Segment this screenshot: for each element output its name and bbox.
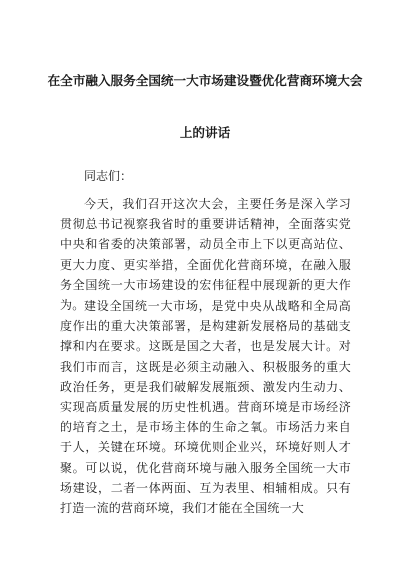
salutation: 同志们： <box>84 169 133 183</box>
paragraph-text: 建设全国统一大市场，是党中央从战略和全局高度作出的重大决策部署，是构建新发展格局的基础支撑和内在要求。这既是国之大者，也是发展大计。对我们市而言，这既是必须主动融入、积极服务的重大政治任务，更是我们破解发展瓶颈、激发内生动力、实现高质量发展的历史性机遇。营商环境是市场经济的培育之土，是市场主体的生命之氧。市场活力来自于人，关键在环境。环境优则企业兴，环境好则人才聚。可以说，优化营商环境与融入服务全国统一大市场建设，二者一体两面、互为表里、相辅相成。只有打造一流的营商环境，我们才能在全国统一大 <box>60 299 351 516</box>
paragraph-text: 今天，我们召开这次大会，主要任务是深入学习贯彻总书记视察我省时的重要讲话精神，全面落实党中央和省委的决策部署，动员全市上下以更高站位、更大力度、更实举措，全面优化营商环境，在融入服务全国统一大市场建设的宏伟征程中展现新的更大作为。 <box>60 197 351 313</box>
paragraph-2 <box>60 296 351 518</box>
document-title: 在全市融入服务全国统一大市场建设暨优化营商环境大会 <box>47 73 363 88</box>
document-title-continued: 上的讲话 <box>179 125 231 140</box>
